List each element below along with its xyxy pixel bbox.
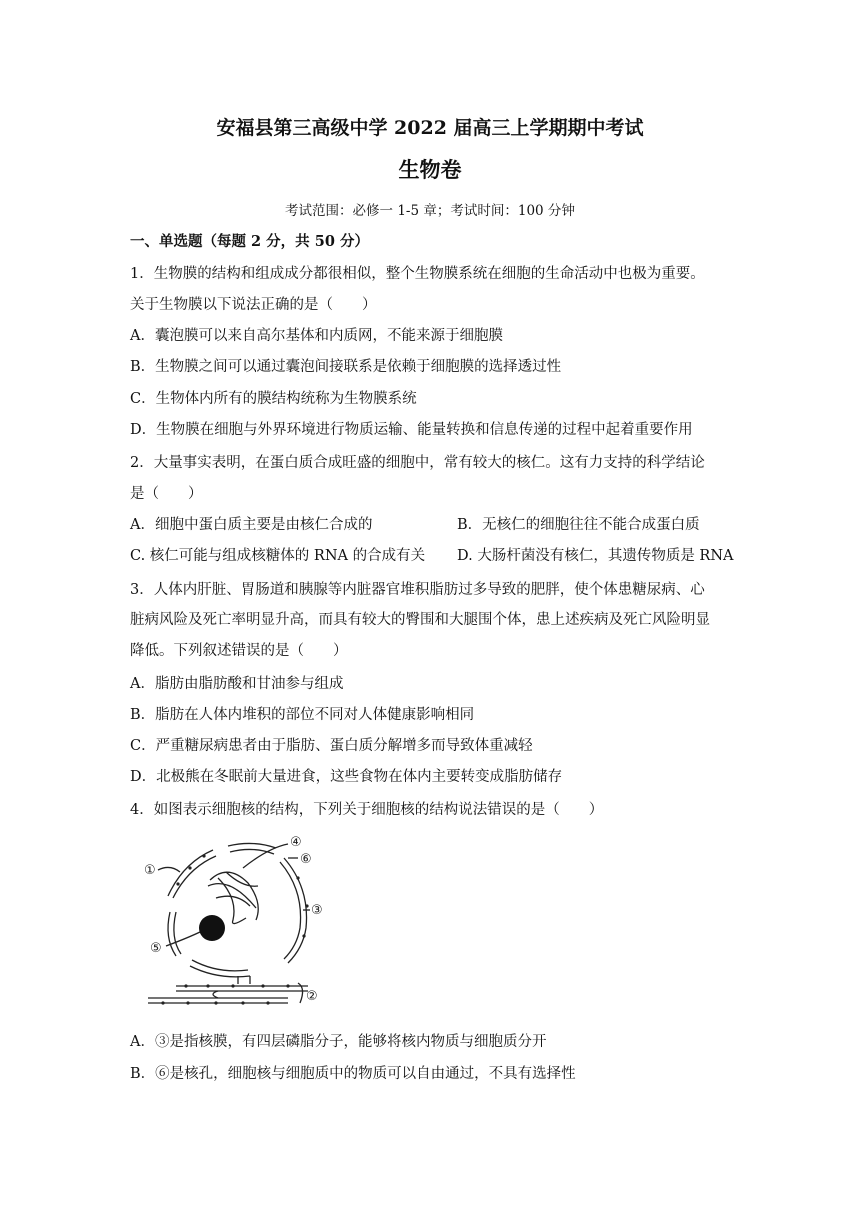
q4-option-a: A．③是指核膜，有四层磷脂分子，能够将核内物质与细胞质分开	[130, 1034, 547, 1050]
envelope-segment-left-inner	[174, 912, 181, 954]
nucleolus	[199, 915, 225, 941]
q1-option-c: C．生物体内所有的膜结构统称为生物膜系统	[130, 391, 417, 407]
q1-stem-line1: 1．生物膜的结构和组成成分都很相似，整个生物膜系统在细胞的生命活动中也极为重要。	[130, 266, 705, 282]
diagram-label-1: ①	[144, 863, 156, 878]
q2-option-b: B．无核仁的细胞往往不能合成蛋白质	[457, 517, 700, 533]
ribosome-dots	[161, 854, 308, 1004]
section-heading: 一、单选题（每题 2 分，共 50 分）	[130, 233, 369, 250]
exam-subtitle: 生物卷	[398, 157, 462, 182]
diagram-label-3: ③	[311, 903, 323, 918]
nucleus-structure-diagram	[138, 828, 338, 1013]
exam-title: 安福县第三高级中学 2022 届高三上学期期中考试	[216, 117, 644, 139]
q2-option-c: C. 核仁可能与组成核糖体的 RNA 的合成有关	[130, 548, 426, 564]
diagram-label-4: ④	[290, 835, 302, 850]
q2-options-row2	[130, 546, 740, 566]
label-line-1	[158, 867, 180, 872]
q2-options-row1	[130, 515, 740, 535]
q3-stem-line1: 3．人体内肝脏、胃肠道和胰腺等内脏器官堆积脂肪过多导致的肥胖，使个体患糖尿病、心	[130, 582, 705, 598]
q3-option-d: D．北极熊在冬眠前大量进食，这些食物在体内主要转变成脂肪储存	[130, 769, 563, 785]
exam-range: 考试范围：必修一 1-5 章；考试时间：100 分钟	[285, 203, 575, 219]
q1-option-b: B．生物膜之间可以通过囊泡间接联系是依赖于细胞膜的选择透过性	[130, 359, 562, 375]
envelope-segment-top	[228, 843, 276, 848]
q1-option-a: A．囊泡膜可以来自高尔基体和内质网，不能来源于细胞膜	[130, 328, 503, 344]
q1-stem-line2: 关于生物膜以下说法正确的是（ ）	[130, 297, 377, 313]
diagram-label-6: ⑥	[300, 852, 312, 867]
q2-option-d: D. 大肠杆菌没有核仁，其遗传物质是 RNA	[457, 548, 734, 564]
envelope-segment-bottom-inner	[192, 960, 248, 971]
q2-stem-line2: 是（ ）	[130, 486, 203, 502]
envelope-segment-bottom	[190, 966, 250, 977]
diagram-label-2: ②	[306, 989, 318, 1004]
q4-option-b: B．⑥是核孔，细胞核与细胞质中的物质可以自由通过，不具有选择性	[130, 1066, 576, 1082]
er-fold	[213, 991, 218, 998]
q4-stem: 4．如图表示细胞核的结构，下列关于细胞核的结构说法错误的是（ ）	[130, 802, 604, 818]
q3-option-b: B．脂肪在人体内堆积的部位不同对人体健康影响相同	[130, 707, 475, 723]
q3-option-c: C．严重糖尿病患者由于脂肪、蛋白质分解增多而导致体重减轻	[130, 738, 533, 754]
q2-option-a: A．细胞中蛋白质主要是由核仁合成的	[130, 517, 373, 533]
q1-option-d: D．生物膜在细胞与外界环境进行物质运输、能量转换和信息传递的过程中起着重要作用	[130, 422, 693, 438]
q3-option-a: A．脂肪由脂肪酸和甘油参与组成	[130, 676, 344, 692]
q2-stem-line1: 2．大量事实表明，在蛋白质合成旺盛的细胞中，常有较大的核仁。这有力支持的科学结论	[130, 455, 705, 471]
q3-stem-line2: 脏病风险及死亡率明显升高，而具有较大的臀围和大腿围个体，患上述疾病及死亡风险明显	[130, 612, 710, 628]
q3-stem-line3: 降低。下列叙述错误的是（ ）	[130, 643, 348, 659]
diagram-label-5: ⑤	[150, 941, 162, 956]
